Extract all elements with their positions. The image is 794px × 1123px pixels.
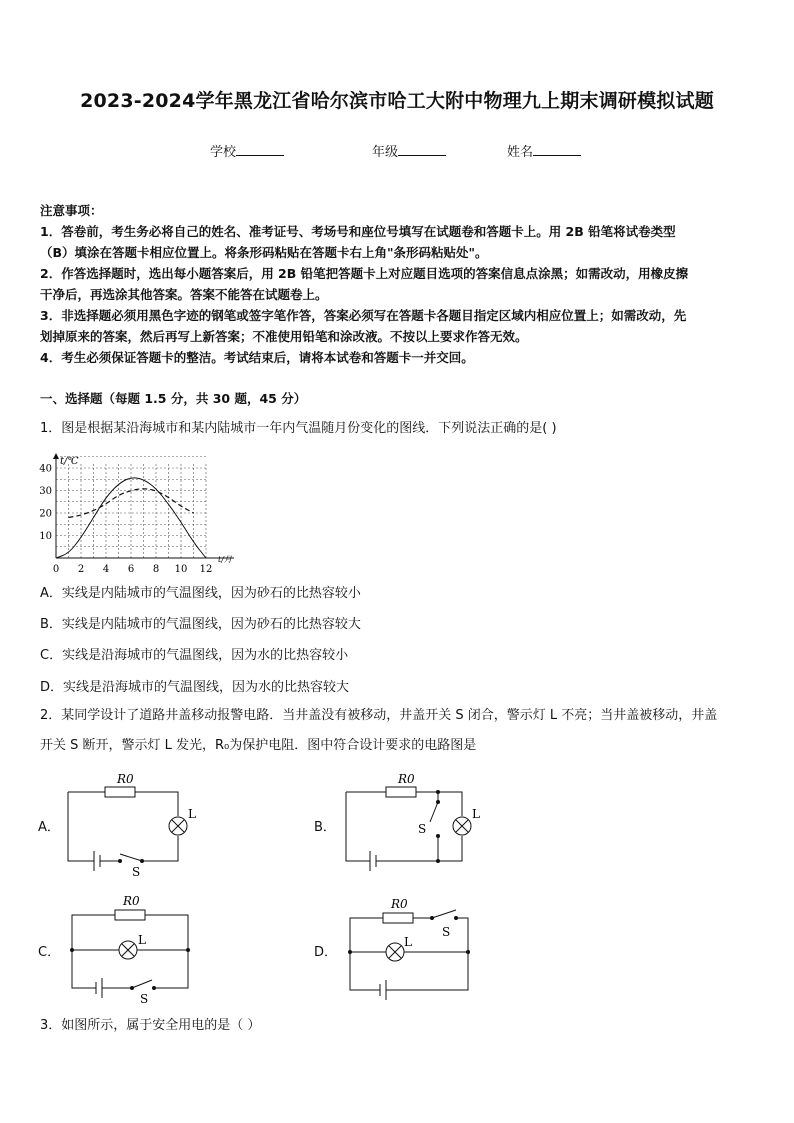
question-2-line-2: 开关 S 断开，警示灯 L 发光，R₀为保护电阻．图中符合设计要求的电路图是 — [40, 738, 477, 753]
switch-label: S — [442, 925, 451, 939]
notice-line: 1．答卷前，考生务必将自己的姓名、准考证号、考场号和座位号填写在试题卷和答题卡上。用 2B 铅笔将试卷类型 — [40, 224, 676, 239]
x-tick-label: 6 — [127, 564, 135, 575]
circuit-c-label[interactable]: C． — [38, 945, 61, 960]
q1-option-d[interactable]: D．实线是沿海城市的气温图线，因为水的比热容较大 — [40, 680, 350, 695]
r0-label: R0 — [123, 894, 140, 908]
notice-heading: 注意事项： — [40, 203, 103, 218]
page-title: 2023-2024学年黑龙江省哈尔滨市哈工大附中物理九上期末调研模拟试题 — [80, 90, 714, 112]
x-tick-label: 4 — [102, 564, 110, 575]
question-2-line-1: 2．某同学设计了道路井盖移动报警电路．当井盖没有被移动，井盖开关 S 闭合，警示灯 L 不亮；当井盖被移动，井盖 — [40, 708, 718, 723]
x-tick-label: 12 — [199, 564, 213, 575]
grade-blank[interactable] — [398, 143, 446, 156]
switch-label: S — [418, 822, 427, 836]
school-label: 学校 — [210, 145, 237, 160]
r0-label: R0 — [117, 772, 134, 786]
y-tick-label: 20 — [39, 508, 52, 520]
notice-line: 4．考生必须保证答题卡的整洁。考试结束后，请将本试卷和答题卡一并交回。 — [40, 350, 474, 365]
section-heading: 一、选择题（每题 1.5 分，共 30 题，45 分） — [40, 391, 307, 406]
circuit-a-label[interactable]: A． — [38, 820, 60, 835]
switch-label: S — [132, 865, 141, 878]
lamp-label: L — [472, 807, 480, 821]
name-label: 姓名 — [507, 145, 534, 160]
chart-grid — [56, 457, 206, 558]
r0-label: R0 — [398, 772, 415, 786]
name-blank[interactable] — [533, 143, 581, 156]
temperature-chart — [36, 450, 236, 575]
q1-option-a[interactable]: A．实线是内陆城市的气温图线，因为砂石的比热容较小 — [40, 586, 361, 601]
y-tick-label: 10 — [39, 531, 52, 542]
r0-label: R0 — [391, 897, 408, 911]
x-tick-label: 2 — [77, 564, 85, 575]
y-axis-arrow — [53, 453, 59, 459]
x-tick-label: 10 — [174, 564, 188, 575]
notice-line: 干净后，再选涂其他答案。答案不能答在试题卷上。 — [40, 287, 328, 302]
question-3-text: 3．如图所示，属于安全用电的是（ ） — [40, 1018, 261, 1033]
circuit-b-label[interactable]: B． — [314, 820, 336, 835]
notice-line: （B）填涂在答题卡相应位置上。将条形码粘贴在答题卡右上角"条形码粘贴处"。 — [40, 245, 488, 260]
lamp-label: L — [404, 935, 412, 949]
switch-label: S — [140, 992, 149, 1005]
circuit-c-diagram[interactable] — [60, 890, 210, 1005]
notice-line: 2．作答选择题时，选出每小题答案后，用 2B 铅笔把答题卡上对应题目选项的答案信息点涂黑；如需改动，用橡皮擦 — [40, 266, 689, 281]
circuit-d-label[interactable]: D． — [314, 945, 338, 960]
y-tick-label: 40 — [39, 463, 52, 475]
q1-option-b[interactable]: B．实线是内陆城市的气温图线，因为砂石的比热容较大 — [40, 617, 361, 632]
x-tick-label: 8 — [152, 564, 160, 575]
school-field — [210, 141, 284, 160]
notice-line: 3．非选择题必须用黑色字迹的钢笔或签字笔作答，答案必须写在答题卡各题目指定区域内相应位置上；如需改动，先 — [40, 308, 687, 323]
circuit-d-diagram[interactable] — [338, 890, 488, 1005]
question-1-text: 1．图是根据某沿海城市和某内陆城市一年内气温随月份变化的图线．下列说法正确的是( ) — [40, 421, 557, 436]
school-blank[interactable] — [236, 143, 284, 156]
q1-option-c[interactable]: C．实线是沿海城市的气温图线，因为水的比热容较小 — [40, 648, 349, 663]
name-field — [507, 141, 581, 160]
notice-line: 划掉原来的答案，然后再写上新答案；不准使用铅笔和涂改液。不按以上要求作答无效。 — [40, 329, 528, 344]
y-tick-label: 30 — [39, 486, 52, 497]
grade-field — [372, 141, 446, 160]
lamp-label: L — [188, 807, 196, 821]
grade-label: 年级 — [372, 145, 399, 160]
circuit-a-diagram[interactable] — [60, 766, 210, 878]
y-axis-label: t/℃ — [60, 456, 79, 467]
circuit-b-diagram[interactable] — [338, 766, 488, 878]
lamp-label: L — [138, 933, 146, 947]
x-tick-label: 0 — [52, 564, 60, 575]
x-axis-label: t/月 — [218, 555, 232, 564]
